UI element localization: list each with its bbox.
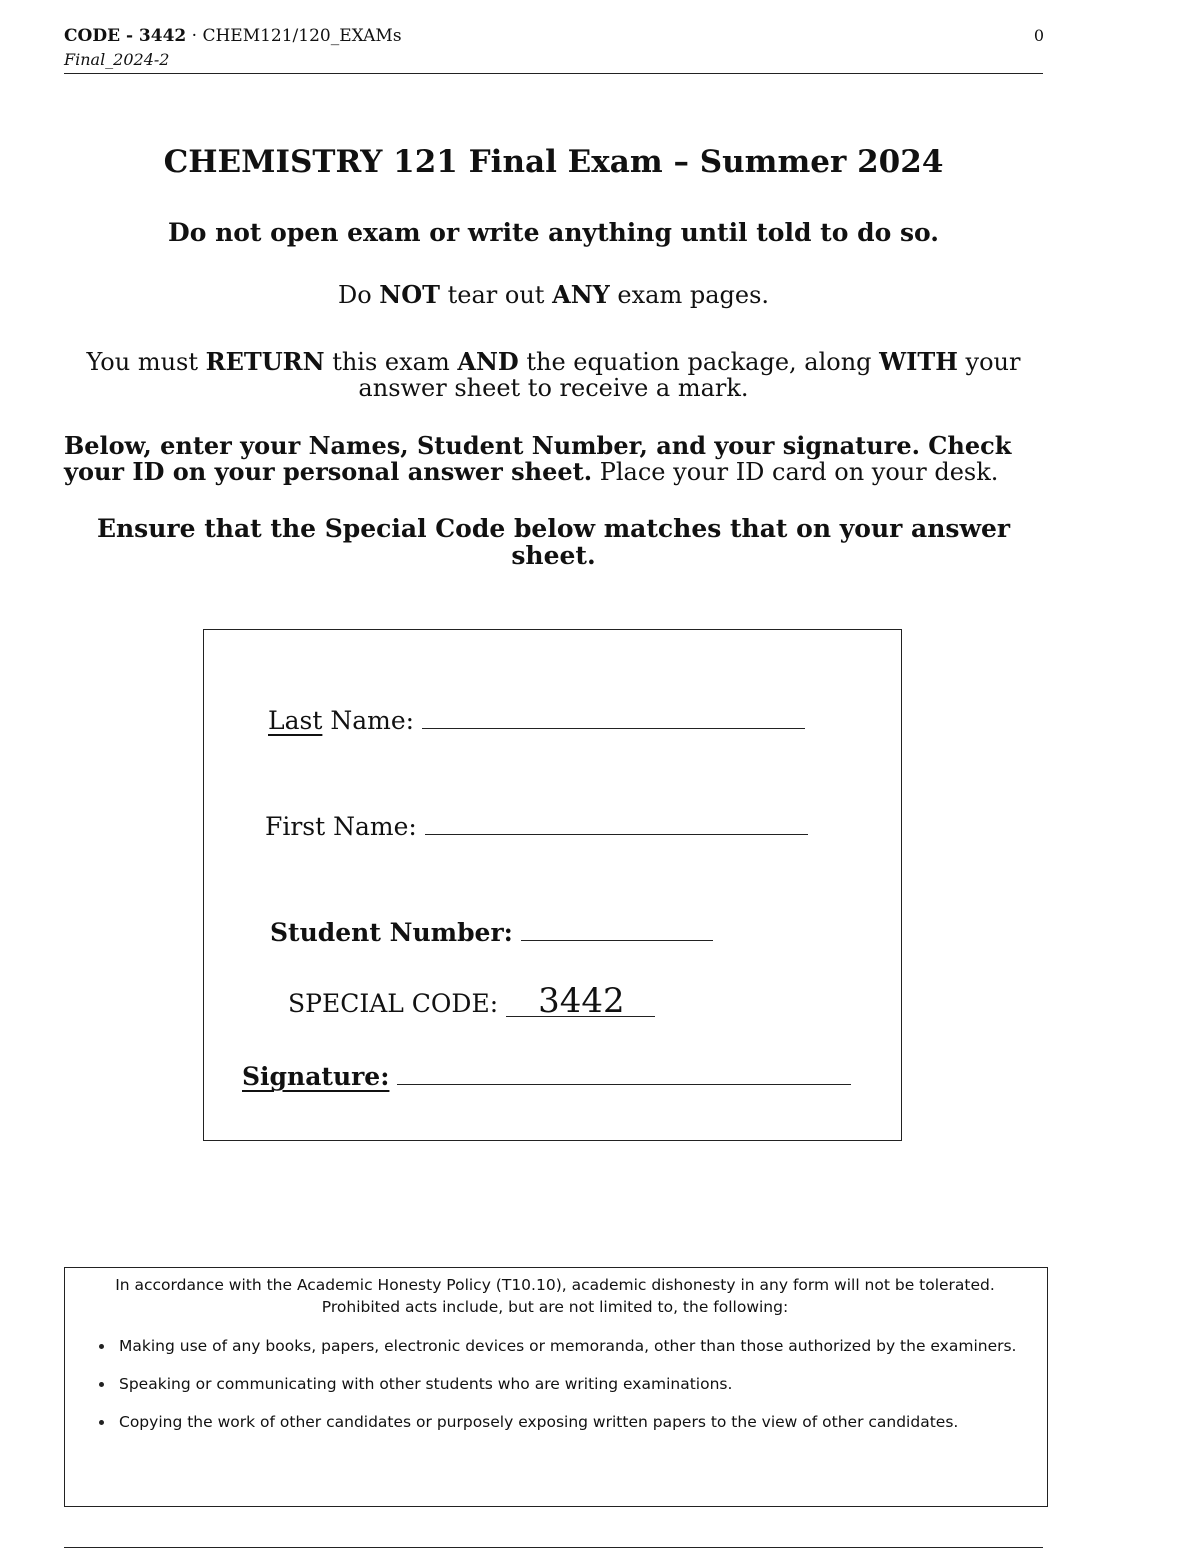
list-item-text: Speaking or communicating with other students who are writing examinations. [119,1375,733,1393]
special-code-value: 3442 [506,986,655,1017]
student-number-blank[interactable] [521,939,713,941]
page-number: 0 [1033,26,1044,45]
text-run-bold: WITH [879,347,958,376]
text-run: tear out [440,281,553,309]
student-number-field[interactable] [270,918,713,947]
bullet-icon [99,1382,104,1387]
running-header [64,26,402,46]
text-run: exam pages. [609,281,770,309]
text-run: Place your ID card on your desk. [592,458,999,486]
text-run-bold: AND [457,347,519,376]
header-rule [64,73,1043,74]
exam-code-label: CODE - 3442 [64,26,187,46]
exam-version-label: Final_2024-2 [64,50,170,69]
last-name-blank[interactable] [422,727,805,729]
text-run: the equation package, along [518,348,880,376]
last-name-field[interactable] [268,706,805,735]
course-label: · CHEM121/120_EXAMs [191,26,402,46]
instruction-do-not-open: Do not open exam or write anything until told to do so. [168,218,939,247]
signature-label: Signature: [242,1062,390,1091]
signature-field[interactable] [242,1062,851,1091]
first-name-field[interactable] [265,812,808,841]
text-run-bold: RETURN [205,347,325,376]
list-item-text: Copying the work of other candidates or purposely exposing written papers to the view of other candidates. [119,1413,959,1431]
instruction-return-exam [64,349,1043,401]
last-name-label-underlined: Last [268,706,323,735]
student-number-label: Student Number: [270,918,513,947]
footer-rule [64,1547,1043,1548]
text-run-bold: Below, enter your Names, Student Number, and your signature. Check your ID on your personal answer sheet. [64,431,1012,486]
honesty-intro: In accordance with the Academic Honesty Policy (T10.10), academic dishonesty in any form will not be tolerated. Prohibited acts include, but are not limited to, the following: [115,1276,995,1316]
prohibited-acts-list [87,1334,1043,1448]
list-item [87,1410,1043,1434]
exam-title: CHEMISTRY 121 Final Exam – Summer 2024 [163,144,944,180]
list-item [87,1334,1043,1358]
bullet-icon [99,1344,104,1349]
student-info-box [203,629,902,1141]
list-item [87,1372,1043,1396]
instruction-special-code: Ensure that the Special Code below matches that on your answer sheet. [96,514,1011,570]
special-code-field [288,981,655,1021]
instruction-enter-names [64,433,1043,485]
text-run: your answer sheet to receive a mark. [358,348,1021,402]
first-name-blank[interactable] [425,833,808,835]
list-item-text: Making use of any books, papers, electronic devices or memoranda, other than those authorized by the examiners. [119,1337,1017,1355]
special-code-label: SPECIAL CODE: [288,989,499,1018]
instruction-no-tear [64,280,1043,309]
last-name-label: Name: [322,706,415,735]
text-run-bold: ANY [552,280,610,309]
text-run: this exam [324,348,458,376]
first-name-label: First Name: [265,812,417,841]
academic-honesty-box [64,1267,1048,1507]
bullet-icon [99,1420,104,1425]
text-run: Do [337,281,380,309]
text-run: You must [86,348,206,376]
text-run-bold: NOT [379,280,440,309]
signature-blank[interactable] [397,1083,851,1085]
